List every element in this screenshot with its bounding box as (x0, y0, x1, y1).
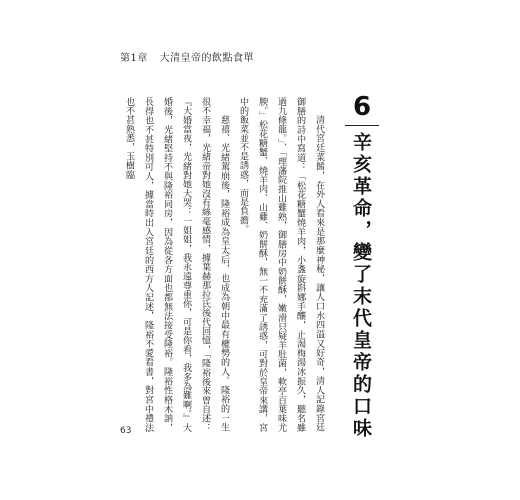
page-number: 63 (120, 426, 132, 436)
chapter-label: 第1章 (120, 53, 148, 64)
chapter-divider (345, 125, 379, 126)
paragraph: 慈禧、光緒駕崩後，隆裕成為皇太后，也成為朝中最有權勢的人。隆裕的一生很不幸福，光緒帝對她沒有絲毫感情，據葉赫那拉氏後代回憶，「隆裕後來曾自述：『大婚當夜，光緒對她大哭：一姐姐，我永遠尊重你，可是你看，我多為難啊。』大婚後，光緒堅持不與隆裕同房，因為從各方面也都無法接受隆裕。隆裕性格木訥，長得也不甚特別可人，據當時出入宮廷的西方人記述，隆裕不愛看書，對宮中禮法也不甚熟悉，玉樹臨 (124, 97, 229, 432)
running-header (120, 49, 262, 64)
book-title: 大清皇帝的飲點食單 (159, 53, 255, 64)
body-text (116, 97, 328, 432)
paragraph: 清代宮廷菜餚，在外人看來是那麼神秘，讓人口水四溢又好奇，清人記錄宮廷御膳的詩中寫道：「松花糖蟹燒羊肉，小盞旋斟娜手釀，止渴梅湯冰振久，聽名雖過九條龍。」、「理藩院推山雞熟，御膳房中奶餅酥，嫩滑只疑羊肚菌，軟亭百葉味尤腴。」松花糖蟹、燒羊肉、山雞、奶餅酥，無一不充滿了誘惑，可對於皇帝來講，宮中的飯菜並不是誘惑，而是負擔。 (238, 97, 324, 432)
chapter-title: 辛亥革命，變了末代皇帝的口味 (350, 132, 372, 440)
chapter-number: 6 (352, 92, 372, 122)
